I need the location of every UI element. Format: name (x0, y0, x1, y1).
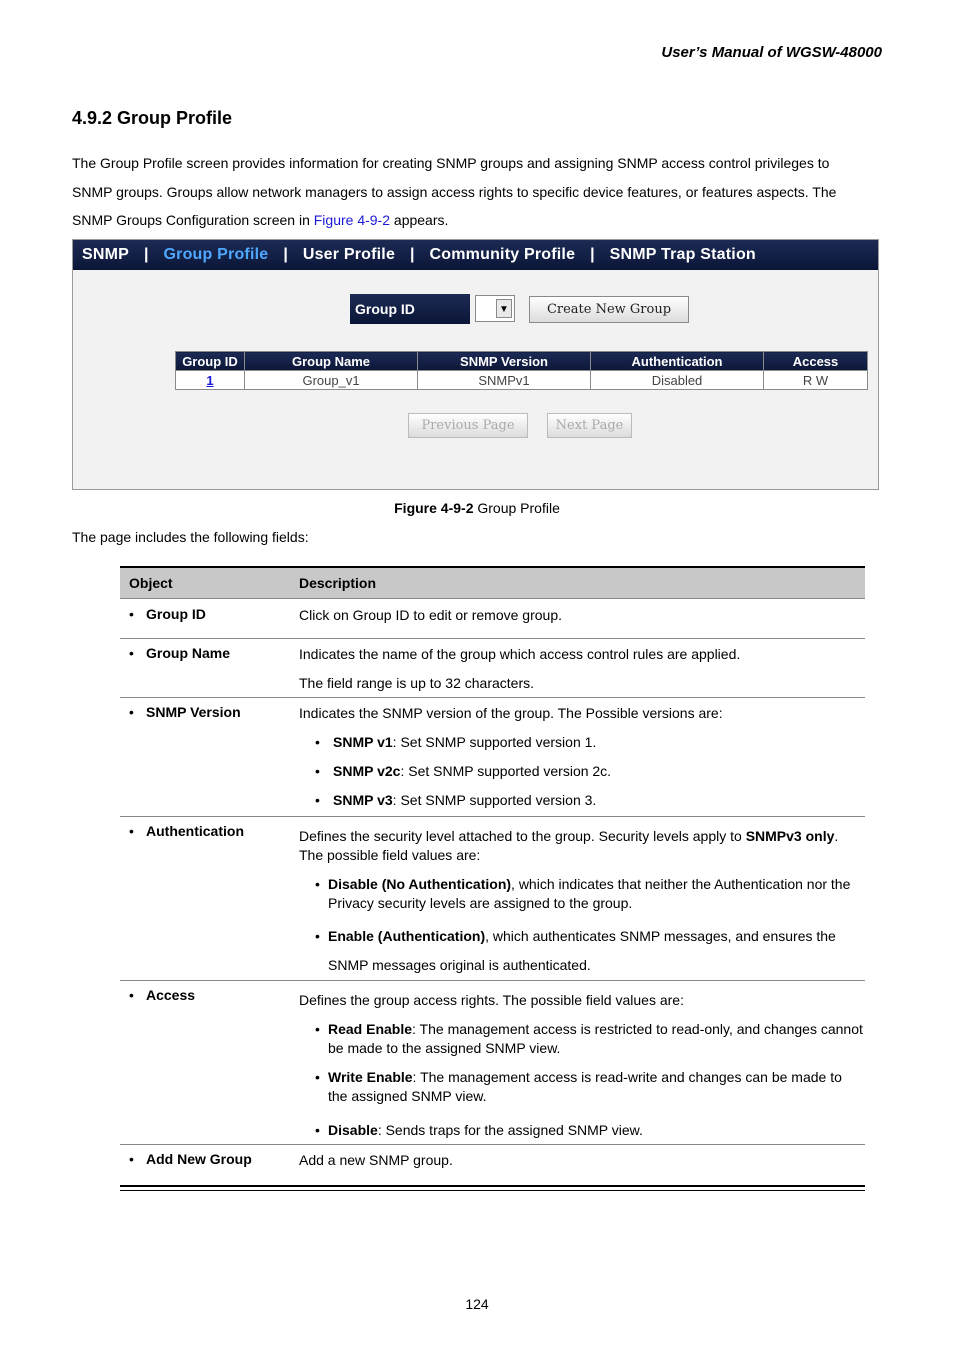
option-name: SNMP v1 (333, 734, 393, 750)
group-id-label: Group ID (350, 294, 470, 324)
intro-text-end: appears. (390, 212, 449, 228)
description-cell (299, 645, 865, 697)
cell-snmp-version: SNMPv1 (418, 371, 591, 390)
header-object: Object (129, 575, 173, 591)
list-item (299, 733, 865, 752)
snmp-nav-bar (73, 240, 878, 270)
col-header-snmp-version: SNMP Version (418, 352, 591, 371)
option-name: SNMP v2c (333, 763, 401, 779)
description-cell (299, 606, 865, 638)
fields-intro: The page includes the following fields: (72, 529, 309, 545)
list-item (299, 1121, 865, 1140)
table-row (120, 698, 865, 817)
description-text: Indicates the SNMP version of the group. The Possible versions are: (299, 705, 723, 721)
table-row (120, 599, 865, 639)
description-text: Add a new SNMP group. (299, 1152, 453, 1168)
table-row (120, 1145, 865, 1182)
caption-label: Figure 4-9-2 (394, 500, 474, 516)
option-name: Disable (No Authentication) (328, 876, 512, 892)
list-item (299, 791, 865, 810)
figure-caption (0, 500, 954, 516)
group-profile-screenshot (72, 239, 879, 490)
option-name: Read Enable (328, 1021, 413, 1037)
table-row (120, 639, 865, 698)
description-text: Click on Group ID to edit or remove group. (299, 607, 563, 623)
object-cell (120, 1151, 299, 1182)
option-text: : The management access is restricted to read-only, and changes cannot be made to the assigned SNMP view. (328, 1021, 863, 1056)
intro-paragraph (72, 149, 872, 235)
option-name: SNMP v3 (333, 792, 393, 808)
figure-link[interactable]: Figure 4-9-2 (313, 212, 391, 228)
description-text: Defines the group access rights. The possible field values are: (299, 992, 684, 1008)
group-id-link[interactable]: 1 (206, 372, 214, 388)
cell-access: R W (764, 371, 868, 390)
page-number: 124 (465, 1296, 489, 1312)
previous-page-button[interactable]: Previous Page (408, 413, 528, 438)
object-label: • Group ID (129, 606, 206, 622)
description-text (299, 827, 865, 865)
col-header-access: Access (764, 352, 868, 371)
cell-group-id (176, 371, 245, 390)
cell-authentication: Disabled (591, 371, 764, 390)
object-cell (120, 823, 299, 980)
create-new-group-button[interactable]: Create New Group (529, 296, 689, 323)
option-text: : Set SNMP supported version 1. (392, 734, 597, 750)
description-cell (299, 823, 865, 980)
option-name: Write Enable (328, 1069, 413, 1085)
table-row (176, 371, 868, 390)
object-label: • SNMP Version (129, 704, 241, 720)
option-text: : Sends traps for the assigned SNMP view. (377, 1122, 643, 1138)
nav-separator: | (590, 246, 595, 263)
object-label: • Group Name (129, 645, 230, 661)
description-text: The field range is up to 32 characters. (299, 675, 535, 691)
col-header-group-name: Group Name (245, 352, 418, 371)
list-item (299, 762, 865, 781)
tab-snmp-trap-station[interactable]: SNMP Trap Station (609, 246, 756, 263)
object-cell (120, 645, 299, 697)
list-item (299, 927, 865, 946)
option-name: Disable (328, 1122, 378, 1138)
nav-separator: | (410, 246, 415, 263)
description-emphasis: SNMPv3 only (745, 828, 835, 844)
description-part: Defines the security level attached to the group. Security levels apply to (299, 828, 746, 844)
table-row (120, 817, 865, 981)
description-part: . The possible field values are: (299, 828, 839, 863)
table-row (120, 981, 865, 1145)
option-text: : The management access is read-write and changes can be made to the assigned SNMP view. (328, 1069, 842, 1104)
object-label: • Add New Group (129, 1151, 252, 1167)
table-bottom-rule (120, 1185, 865, 1191)
option-text: : Set SNMP supported version 3. (392, 792, 597, 808)
col-header-authentication: Authentication (591, 352, 764, 371)
description-text: Indicates the name of the group which access control rules are applied. (299, 646, 741, 662)
header-description: Description (299, 575, 377, 591)
object-cell (120, 606, 299, 638)
next-page-button[interactable]: Next Page (547, 413, 632, 438)
chevron-down-icon[interactable]: ▼ (496, 299, 512, 318)
tab-user-profile[interactable]: User Profile (302, 246, 396, 263)
object-label: • Authentication (129, 823, 244, 839)
manual-title: User’s Manual of WGSW-48000 (661, 44, 882, 61)
fields-table (120, 566, 865, 1191)
nav-separator: | (283, 246, 288, 263)
table-header (120, 568, 865, 599)
list-item-continuation: SNMP messages original is authenticated. (328, 957, 591, 973)
tab-snmp[interactable]: SNMP (82, 246, 130, 263)
list-item (299, 1020, 865, 1058)
nav-separator: | (144, 246, 149, 263)
option-text: , which authenticates SNMP messages, and ensures the (485, 928, 836, 944)
cell-group-name: Group_v1 (245, 371, 418, 390)
caption-text: Group Profile (473, 500, 560, 516)
intro-text: The Group Profile screen provides information for creating SNMP groups and assigning SNMP access control privileges to SNMP groups. Groups allow network managers to assign access rights to specific device features, or features aspects. The SNMP Groups Configuration screen in (72, 155, 837, 228)
list-item (299, 1068, 865, 1106)
section-title: 4.9.2 Group Profile (72, 108, 233, 128)
description-cell (299, 704, 865, 816)
object-cell (120, 987, 299, 1144)
tab-group-profile[interactable]: Group Profile (163, 246, 269, 263)
list-item (299, 875, 865, 913)
description-cell (299, 1151, 865, 1182)
group-table (175, 351, 868, 390)
object-cell (120, 704, 299, 816)
option-text: : Set SNMP supported version 2c. (400, 763, 612, 779)
option-name: Enable (Authentication) (328, 928, 486, 944)
tab-community-profile[interactable]: Community Profile (429, 246, 576, 263)
object-label: • Access (129, 987, 195, 1003)
group-id-select[interactable] (475, 295, 515, 322)
description-cell (299, 987, 865, 1144)
col-header-group-id: Group ID (176, 352, 245, 371)
option-text: , which indicates that neither the Authentication nor the Privacy security levels are assigned to the group. (328, 876, 851, 911)
